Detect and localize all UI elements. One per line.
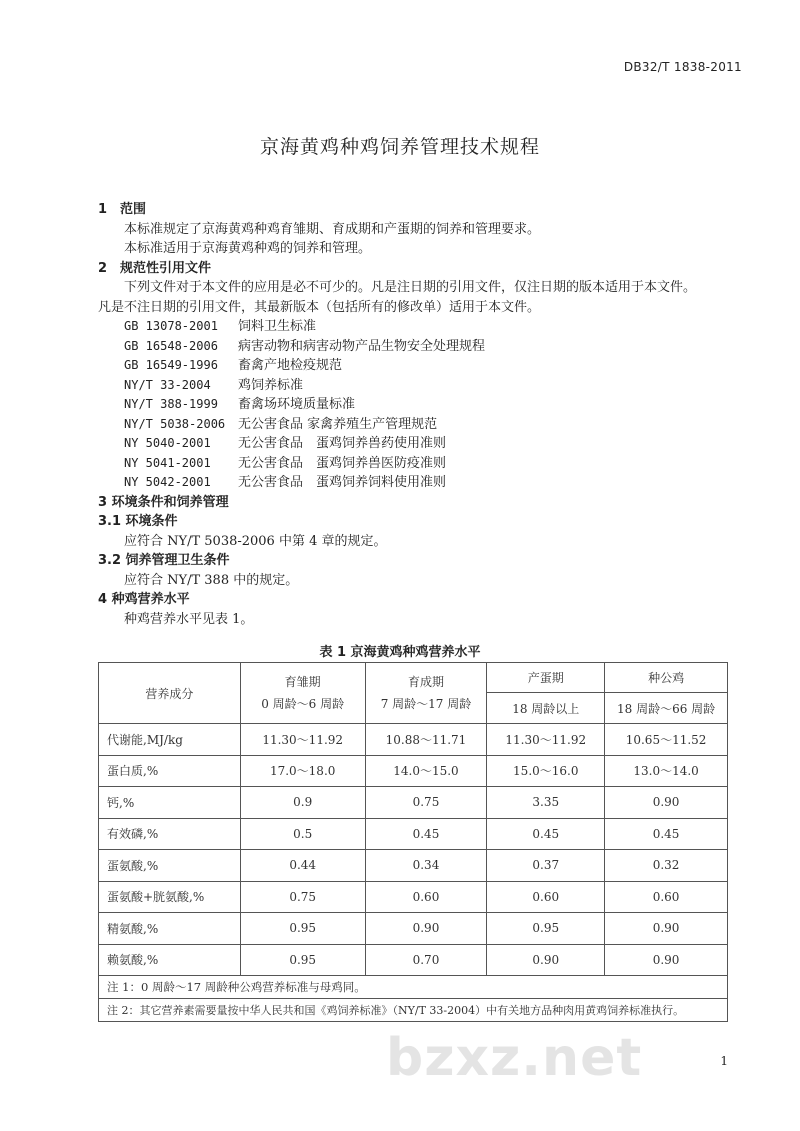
table-row: 代谢能,MJ/kg 11.30～11.92 10.88～11.71 11.30～11.92 10.65～11.52 [99, 724, 728, 756]
reference-item: GB 16549-1996 畜禽产地检疫规范 [124, 358, 343, 373]
section-3-1-heading: 3.1 环境条件 [98, 514, 178, 529]
table-row: 有效磷,% 0.5 0.45 0.45 0.45 [99, 818, 728, 850]
section-2-heading: 2 规范性引用文件 [98, 260, 212, 276]
header-laying-range: 18 周龄以上 [487, 693, 605, 724]
section-4-para: 种鸡营养水平见表 1。 [124, 611, 254, 627]
header-breeder-range: 18 周龄～66 周龄 [605, 693, 728, 724]
page-number: 1 [720, 1054, 728, 1068]
section-1-heading: 1 范围 [98, 202, 147, 217]
header-component: 营养成分 [99, 663, 241, 724]
section-3-1-para: 应符合 NY/T 5038-2006 中第 4 章的规定。 [124, 533, 387, 549]
table-row: 赖氨酸,% 0.95 0.70 0.90 0.90 [99, 944, 728, 976]
table-note-1: 注 1：0 周龄～17 周龄种公鸡营养标准与母鸡同。 [99, 976, 728, 999]
section-3-heading: 3 环境条件和饲养管理 [98, 494, 229, 510]
document-title: 京海黄鸡种鸡饲养管理技术规程 [259, 136, 540, 158]
reference-item: GB 16548-2006 病害动物和病害动物产品生物安全处理规程 [124, 338, 486, 354]
reference-item: NY 5040-2001 无公害食品 蛋鸡饲养兽药使用准则 [124, 436, 447, 451]
header-brooding: 育雏期 0 周龄～6 周龄 [240, 663, 365, 724]
table-note-2: 注 2：其它营养素需要量按中华人民共和国《鸡饲养标准》（NY/T 33-2004）中有关地方品种肉用黄鸡饲养标准执行。 [99, 999, 728, 1022]
section-3-2-para: 应符合 NY/T 388 中的规定。 [124, 572, 299, 588]
header-growing: 育成期 7 周龄～17 周龄 [365, 663, 487, 724]
reference-item: NY/T 388-1999 畜禽场环境质量标准 [124, 397, 356, 412]
table-row: 精氨酸,% 0.95 0.90 0.95 0.90 [99, 913, 728, 945]
section-1-para-2: 本标准适用于京海黄鸡种鸡的饲养和管理。 [124, 241, 372, 256]
table-caption: 表 1 京海黄鸡种鸡营养水平 [319, 645, 481, 660]
table-row: 钙,% 0.9 0.75 3.35 0.90 [99, 787, 728, 819]
table-row: 蛋氨酸,% 0.44 0.34 0.37 0.32 [99, 850, 728, 882]
header-laying: 产蛋期 [487, 663, 605, 693]
section-2-para-1: 下列文件对于本文件的应用是必不可少的。凡是注日期的引用文件，仅注日期的版本适用于本文件。 [124, 280, 697, 295]
reference-item: NY/T 5038-2006 无公害食品 家禽养殖生产管理规范 [124, 416, 438, 432]
document-code: DB32/T 1838-2011 [623, 60, 742, 74]
section-2-para-2: 凡是不注日期的引用文件，其最新版本（包括所有的修改单）适用于本文件。 [98, 299, 541, 315]
reference-item: GB 13078-2001 饲料卫生标准 [124, 319, 317, 334]
section-1-para-1: 本标准规定了京海黄鸡种鸡育雏期、育成期和产蛋期的饲养和管理要求。 [124, 221, 541, 237]
reference-item: NY 5041-2001 无公害食品 蛋鸡饲养兽医防疫准则 [124, 455, 447, 471]
section-3-2-heading: 3.2 饲养管理卫生条件 [98, 553, 230, 568]
reference-item: NY/T 33-2004 鸡饲养标准 [124, 377, 304, 393]
section-4-heading: 4 种鸡营养水平 [98, 592, 190, 607]
watermark: bzxz.net [386, 1028, 643, 1088]
header-breeder: 种公鸡 [605, 663, 728, 693]
table-row: 蛋白质,% 17.0～18.0 14.0～15.0 15.0～16.0 13.0～14.0 [99, 755, 728, 787]
document-body [98, 200, 748, 629]
reference-item: NY 5042-2001 无公害食品 蛋鸡饲养饲料使用准则 [124, 475, 447, 490]
nutrition-table [98, 662, 728, 1022]
table-row: 蛋氨酸+胱氨酸,% 0.75 0.60 0.60 0.60 [99, 881, 728, 913]
